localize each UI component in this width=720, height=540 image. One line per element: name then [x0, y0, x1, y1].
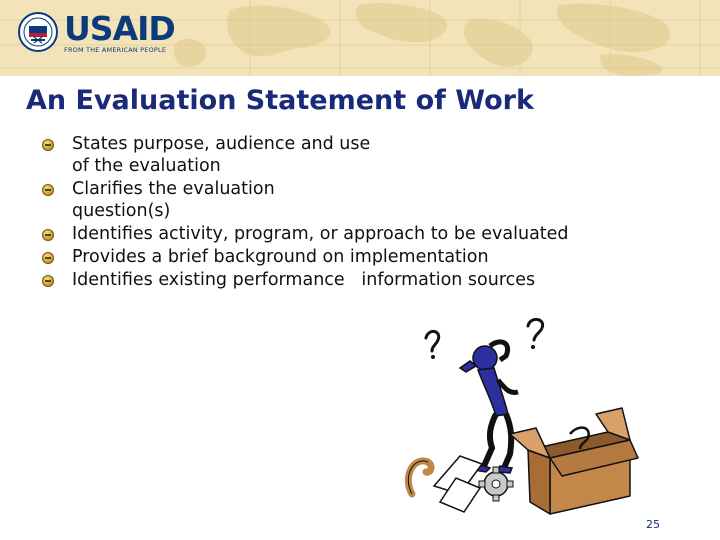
cane-icon: [408, 461, 431, 494]
bullet-item-sources: [42, 269, 642, 291]
bullet-text: States purpose, audience and use of the evaluation: [72, 134, 371, 176]
papers-icon: [434, 456, 482, 512]
header-banner: [0, 0, 720, 76]
question-mark-icon: [426, 331, 439, 351]
question-mark-icon: [528, 319, 543, 340]
bullet-icon: [42, 184, 54, 196]
bullet-item-background: [42, 246, 642, 268]
bullet-icon: [42, 252, 54, 264]
bullet-list: [42, 133, 642, 291]
confused-person-clipart: [400, 316, 640, 516]
usaid-seal-icon: [18, 12, 58, 52]
bullet-icon: [42, 139, 54, 151]
bullet-item-purpose: [42, 133, 642, 177]
bullet-text: Identifies activity, program, or approach to be evaluated: [72, 224, 569, 244]
bullet-text: Clarifies the evaluation question(s): [72, 179, 275, 221]
brand-tagline: FROM THE AMERICAN PEOPLE: [64, 46, 167, 54]
bullet-item-activity: [42, 223, 642, 245]
open-box-icon: [510, 408, 638, 514]
bullet-icon: [42, 275, 54, 287]
bullet-icon: [42, 229, 54, 241]
bullet-item-questions: [42, 178, 642, 222]
bullet-text: Provides a brief background on implementation: [72, 247, 489, 267]
brand-name: USAID: [64, 9, 175, 48]
slide-title: An Evaluation Statement of Work: [26, 85, 534, 116]
page-number: 25: [646, 518, 660, 531]
bullet-text: Identifies existing performance information sources: [72, 270, 536, 290]
person-figure-icon: [460, 342, 518, 473]
usaid-logo: [18, 9, 175, 54]
